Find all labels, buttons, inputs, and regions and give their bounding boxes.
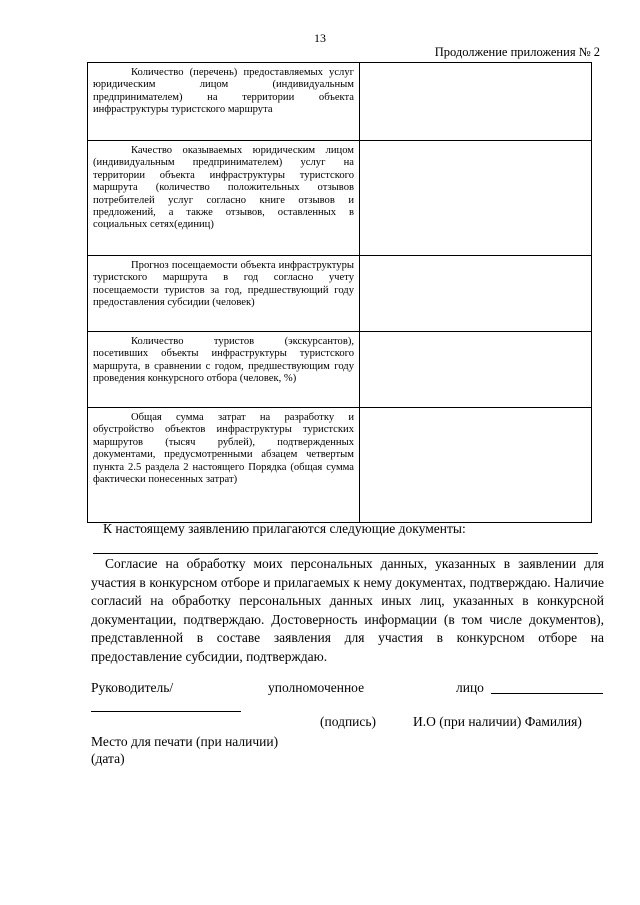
- attached-docs-line[interactable]: [93, 553, 598, 554]
- criterion-label: Прогноз посещаемости объекта инфраструктуры туристского маршрута в год согласно учету посещаемости туристов за год, предшествующий году предоставления субсидии (человек): [88, 256, 360, 332]
- table-row: [88, 332, 592, 408]
- criterion-label: Общая сумма затрат на разработку и обустройство объектов инфраструктуры туристских маршрутов (тысяч рублей), подтвержденных документами, предусмотренными абзацем четвертым пункта 2.5 раздела 2 настоящего Порядка (общая сумма фактически понесенных затрат): [88, 408, 360, 523]
- criterion-value[interactable]: [360, 332, 592, 408]
- signature-caption: (подпись): [320, 714, 377, 729]
- criterion-label: Количество (перечень) предоставляемых услуг юридическим лицом (индивидуальным предпринимателем) на территории объекта инфраструктуры туристского маршрута: [88, 63, 360, 141]
- signature-line[interactable]: [91, 711, 241, 712]
- signer-role: Руководитель/: [91, 680, 174, 695]
- signer-face: лицо: [456, 680, 484, 695]
- appendix-note: Продолжение приложения № 2: [434, 45, 600, 59]
- criteria-table: [87, 62, 592, 523]
- table-row: [88, 408, 592, 523]
- consent-paragraph: Согласие на обработку моих персональных данных, указанных в заявлении для участия в конкурсном отборе и прилагаемых к нему документах, подтверждаю. Наличие согласий на обработку персональных данных иных лиц, указанных в конкурсной документации, подтверждаю. Достоверность информации (в том числе документов), представленной в составе заявления для участия в конкурсном отборе на предоставление субсидии, подтверждаю.: [91, 556, 604, 664]
- criterion-label: Количество туристов (экскурсантов), посетивших объекты инфраструктуры туристского маршрута, в сравнении с годом, предшествующим году проведения конкурсного отбора (человек, %): [88, 332, 360, 408]
- criterion-value[interactable]: [360, 408, 592, 523]
- criterion-value[interactable]: [360, 141, 592, 256]
- name-line[interactable]: [491, 693, 603, 694]
- criterion-value[interactable]: [360, 63, 592, 141]
- criterion-value[interactable]: [360, 256, 592, 332]
- page-number: 13: [314, 31, 326, 45]
- criterion-label: Качество оказываемых юридическим лицом (индивидуальным предпринимателем) услуг на территории объекта инфраструктуры туристского маршрута (количество положительных отзывов потребителей услуг согласно книге отзывов и предложений, а также отзывов, оставленных в социальных сетях(единиц): [88, 141, 360, 256]
- signer-authorized: уполномоченное: [268, 680, 365, 695]
- table-row: [88, 63, 592, 141]
- name-caption: И.О (при наличии) Фамилия): [413, 714, 582, 729]
- table-row: [88, 141, 592, 256]
- table-row: [88, 256, 592, 332]
- attached-docs-heading: К настоящему заявлению прилагаются следующие документы:: [103, 521, 466, 536]
- stamp-place: Место для печати (при наличии): [91, 734, 279, 749]
- date-label: (дата): [91, 751, 125, 766]
